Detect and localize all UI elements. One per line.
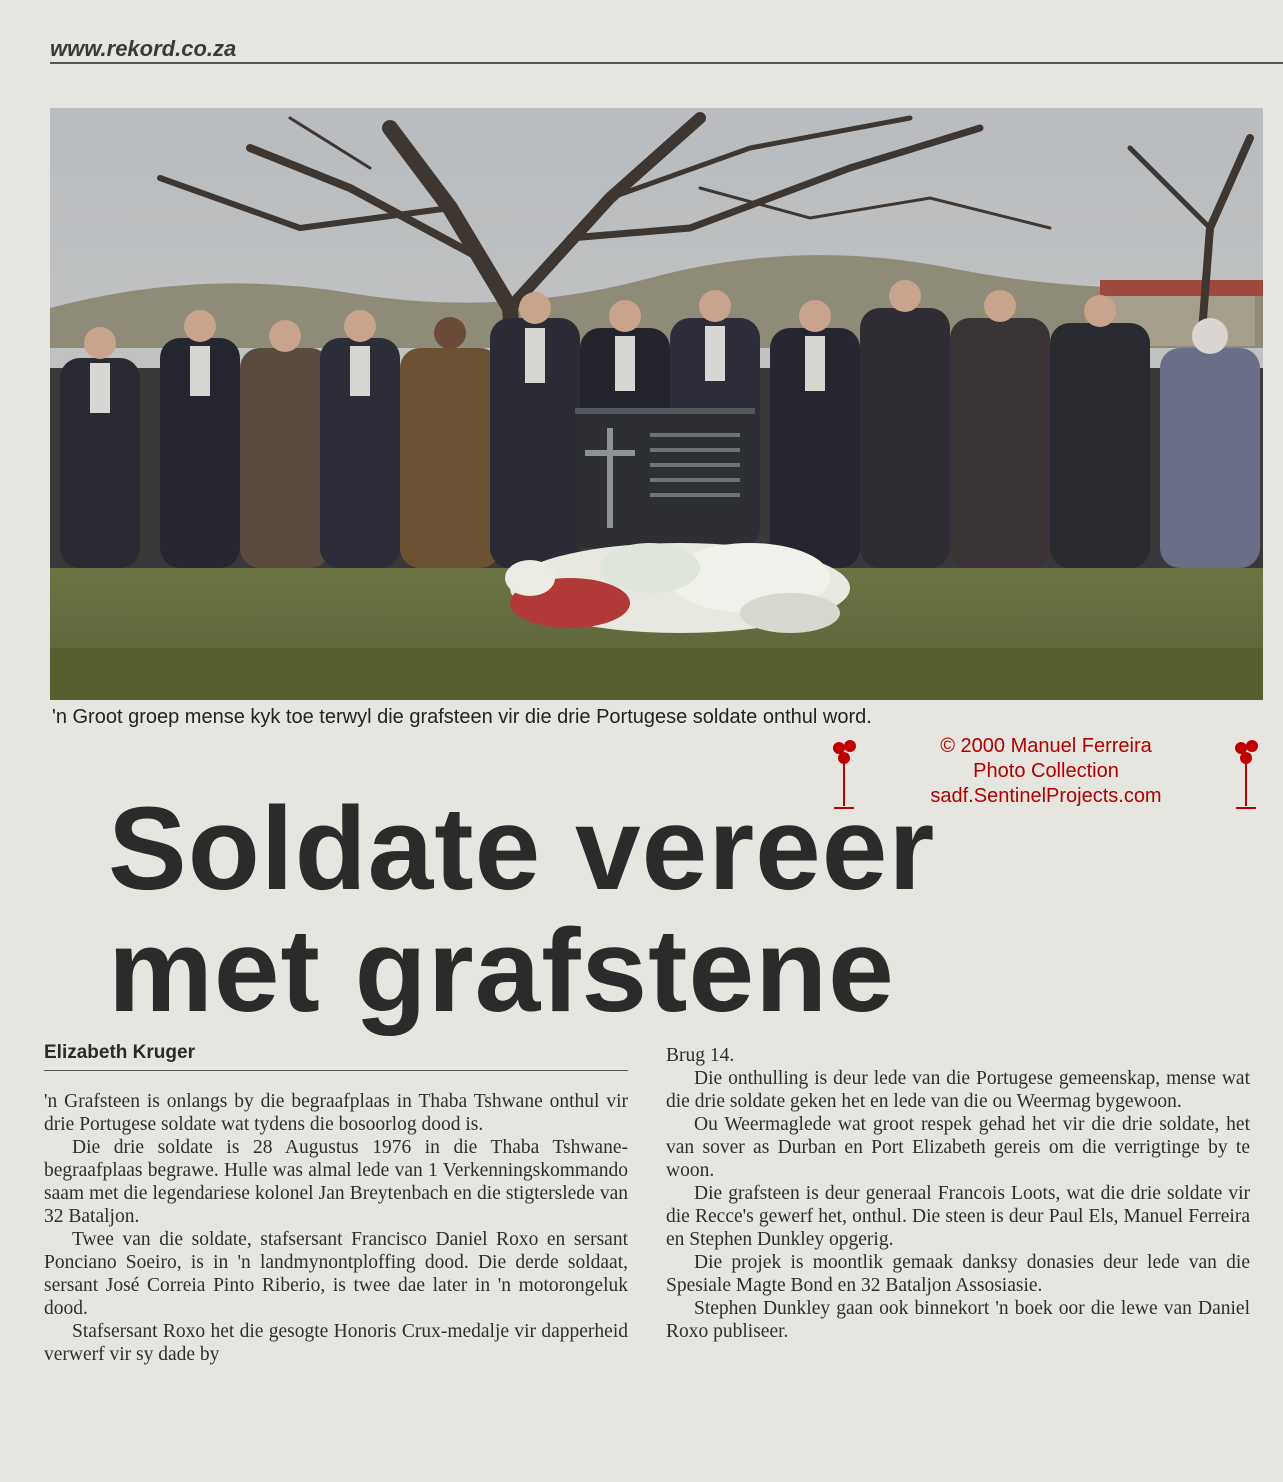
flower-icon — [1230, 736, 1264, 812]
paragraph: Twee van die soldate, stafsersant Francisco Daniel Roxo en sersant Ponciano Soeiro, is in 'n landmynontploffing dood. Die derde soldaat, sersant José Correia Pinto Riberio, is twee dae later in 'n motorongeluk dood. — [44, 1229, 628, 1319]
paragraph: Die onthulling is deur lede van die Portugese gemeenskap, mense wat die drie soldate geken het en lede van die ou Weermag bygewoon. — [666, 1068, 1250, 1112]
article-column-right — [666, 1044, 1250, 1343]
paragraph: Die projek is moontlik gemaak danksy donasies deur lede van die Spesiale Magte Bond en 32 Bataljon Assosiasie. — [666, 1252, 1250, 1296]
copyright-website: sadf.SentinelProjects.com — [930, 785, 1162, 807]
news-photo — [50, 108, 1263, 700]
site-url: www.rekord.co.za — [50, 36, 237, 61]
paragraph: Stephen Dunkley gaan ook binnekort 'n boek oor die lewe van Daniel Roxo publiseer. — [666, 1298, 1250, 1342]
copyright-collection: Photo Collection — [973, 760, 1119, 782]
article-column-left — [44, 1090, 628, 1366]
byline-rule — [44, 1070, 628, 1071]
photo-caption: 'n Groot groep mense kyk toe terwyl die grafsteen vir die drie Portugese soldate onthul word. — [52, 706, 872, 728]
paragraph: 'n Grafsteen is onlangs by die begraafplaas in Thaba Tshwane onthul vir drie Portugese soldate wat tydens die bosoorlog dood is. — [44, 1091, 628, 1135]
paragraph: Stafsersant Roxo het die gesogte Honoris Crux-medalje vir dapperheid verwerf vir sy dade by — [44, 1321, 628, 1365]
paragraph: Brug 14. — [666, 1045, 735, 1066]
copyright-line: © 2000 Manuel Ferreira — [940, 735, 1152, 757]
byline: Elizabeth Kruger — [44, 1042, 195, 1063]
headline — [108, 783, 1228, 1037]
paragraph: Die grafsteen is deur generaal Francois Loots, wat die drie soldate vir die Recce's gewerf het, onthul. Die steen is deur Paul Els, Manuel Ferreira en Stephen Dunkley opgerig. — [666, 1183, 1250, 1250]
headline-line-2: met grafstene — [108, 905, 895, 1037]
top-rule — [50, 62, 1283, 64]
paragraph: Die drie soldate is 28 Augustus 1976 in die Thaba Tshwane-begraafplaas begrawe. Hulle was almal lede van 1 Verkenningskommando saam met die legendariese kolonel Jan Breytenbach en die stigterslede van 32 Bataljon. — [44, 1137, 628, 1227]
paragraph: Ou Weermaglede wat groot respek gehad het vir die drie soldate, het van sover as Durban en Port Elizabeth gereis om die verrigtinge by te woon. — [666, 1114, 1250, 1181]
headline-line-1: Soldate vereer — [108, 783, 936, 915]
